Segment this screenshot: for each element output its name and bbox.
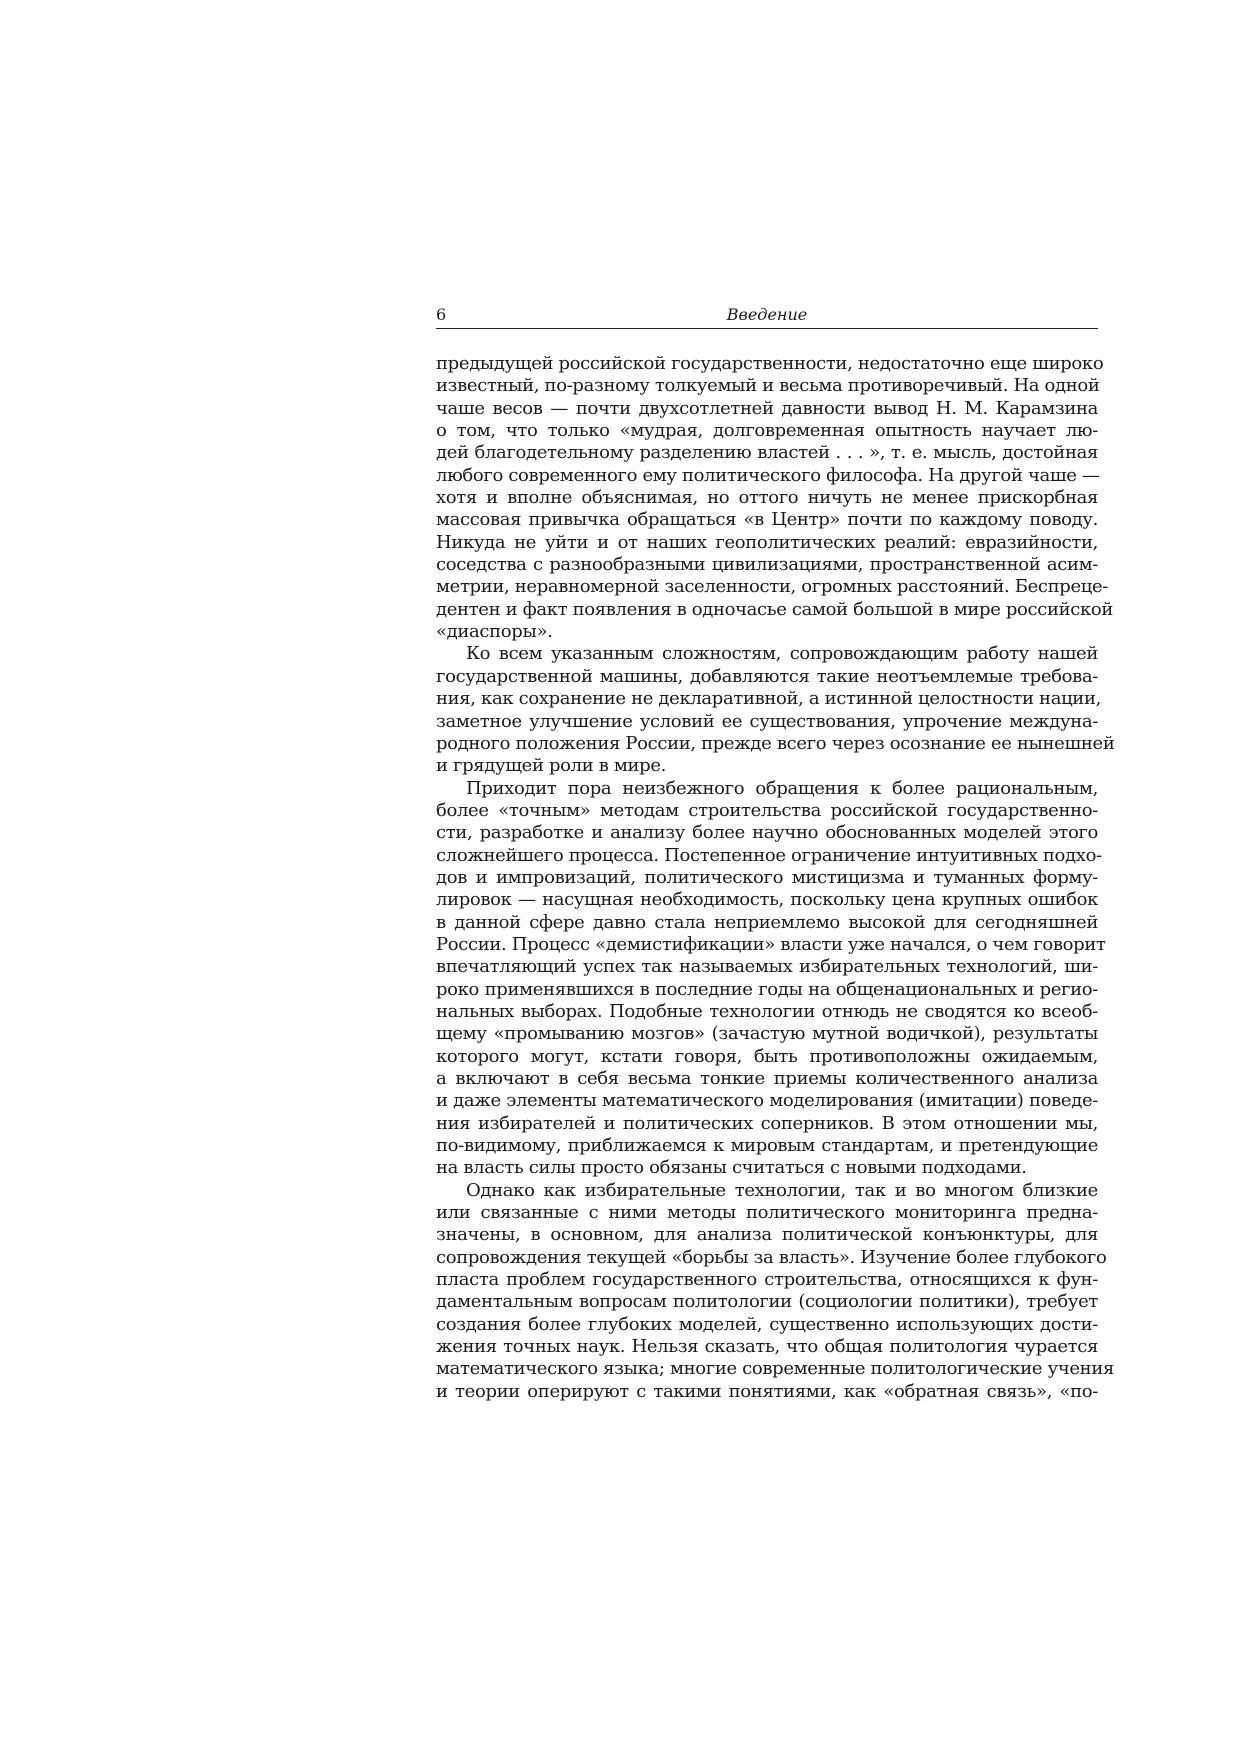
text-line: любого современного ему политического философа. На другой чаше — (436, 464, 1100, 486)
text-line: массовая привычка обращаться «в Центр» почти по каждому поводу. (436, 509, 1098, 531)
text-line: жения точных наук. Нельзя сказать, что общая политология чурается (436, 1336, 1098, 1358)
text-line: даментальным вопросам политологии (социологии политики), требует (436, 1291, 1098, 1313)
text-line: лировок — насущная необходимость, поскольку цена крупных ошибок (436, 889, 1098, 911)
text-line: Приходит пора неизбежного обращения к более рациональным, (466, 777, 1098, 799)
text-line: родного положения России, прежде всего через осознание ее нынешней (436, 732, 1115, 754)
text-line: в данной сфере давно стала неприемлемо высокой для сегодняшней (436, 911, 1098, 933)
text-line: на власть силы просто обязаны считаться с новыми подходами. (436, 1157, 1027, 1179)
text-line: более «точным» методам строительства российской государственно- (436, 799, 1098, 821)
text-line: по-видимому, приближаемся к мировым стандартам, и претендующие (436, 1135, 1098, 1157)
text-line: соседства с разнообразными цивилизациями, пространственной асим- (436, 554, 1098, 576)
text-line: создания более глубоких моделей, существенно использующих дости- (436, 1313, 1098, 1335)
text-line: о том, что только «мудрая, долговременная опытность научает лю- (436, 420, 1098, 442)
text-line: роко применявшихся в последние годы на общенациональных и регио- (436, 978, 1098, 1000)
text-line: заметное улучшение условий ее существования, упрочение междуна- (436, 710, 1098, 732)
text-line: метрии, неравномерной заселенности, огромных расстояний. Беспреце- (436, 576, 1109, 598)
text-line: нальных выборах. Подобные технологии отнюдь не сводятся ко всеоб- (436, 1000, 1098, 1022)
text-line: или связанные с ними методы политического мониторинга предна- (436, 1202, 1098, 1224)
text-line: Однако как избирательные технологии, так и во многом близкие (466, 1179, 1098, 1201)
chapter-title: Введение (726, 305, 808, 324)
text-line: а включают в себя весьма тонкие приемы количественного анализа (436, 1068, 1098, 1089)
text-line: дов и импровизаций, политического мистицизма и туманных форму- (436, 866, 1098, 888)
text-line: значены, в основном, для анализа политической конъюнктуры, для (436, 1224, 1098, 1246)
text-line: сложнейшего процесса. Постепенное ограничение интуитивных подхо- (436, 844, 1102, 866)
text-line: математического языка; многие современные политологические учения (436, 1358, 1114, 1380)
page-number: 6 (436, 305, 447, 324)
text-line: сти, разработке и анализу более научно обоснованных моделей этого (436, 822, 1098, 844)
text-line: которого могут, кстати говоря, быть противоположны ожидаемым, (436, 1045, 1098, 1067)
text-line: и грядущей роли в мире. (436, 755, 667, 777)
text-line: и даже элементы математического моделирования (имитации) поведе- (436, 1090, 1098, 1112)
text-line: впечатляющий успех так называемых избирательных технологий, ши- (436, 956, 1098, 978)
text-line: России. Процесс «демистификации» власти уже начался, о чем говорит (436, 933, 1106, 955)
text-line: щему «промыванию мозгов» (зачастую мутной водичкой), результаты (436, 1023, 1098, 1045)
running-header (436, 302, 1098, 329)
text-line: предыдущей российской государственности, недостаточно еще широко (436, 353, 1104, 374)
text-line: дей благодетельному разделению властей . . . », т. е. мысль, достойная (436, 442, 1098, 464)
body-text (436, 353, 1115, 1403)
text-line: «диаспоры». (436, 621, 553, 643)
text-line: хотя и вполне объяснимая, но оттого ничуть не менее прискорбная (436, 487, 1098, 509)
text-line: и теории оперируют с такими понятиями, как «обратная связь», «по- (436, 1380, 1098, 1402)
text-line: чаше весов — почти двухсотлетней давности вывод Н. М. Карамзина (436, 397, 1098, 419)
text-line: пласта проблем государственного строительства, относящихся к фун- (436, 1269, 1098, 1291)
text-line: государственной машины, добавляются такие неотъемлемые требова- (436, 665, 1098, 687)
text-line: сопровождения текущей «борьбы за власть». Изучение более глубокого (436, 1246, 1107, 1268)
text-line: ния избирателей и политических соперников. В этом отношении мы, (436, 1112, 1098, 1134)
text-line: Ко всем указанным сложностям, сопровождающим работу нашей (466, 643, 1098, 665)
text-line: ния, как сохранение не декларативной, а истинной целостности нации, (436, 688, 1101, 710)
text-line: известный, по-разному толкуемый и весьма противоречивый. На одной (436, 375, 1100, 397)
text-line: Никуда не уйти и от наших геополитических реалий: евразийности, (436, 531, 1098, 553)
text-line: дентен и факт появления в одночасье самой большой в мире российской (436, 598, 1114, 620)
